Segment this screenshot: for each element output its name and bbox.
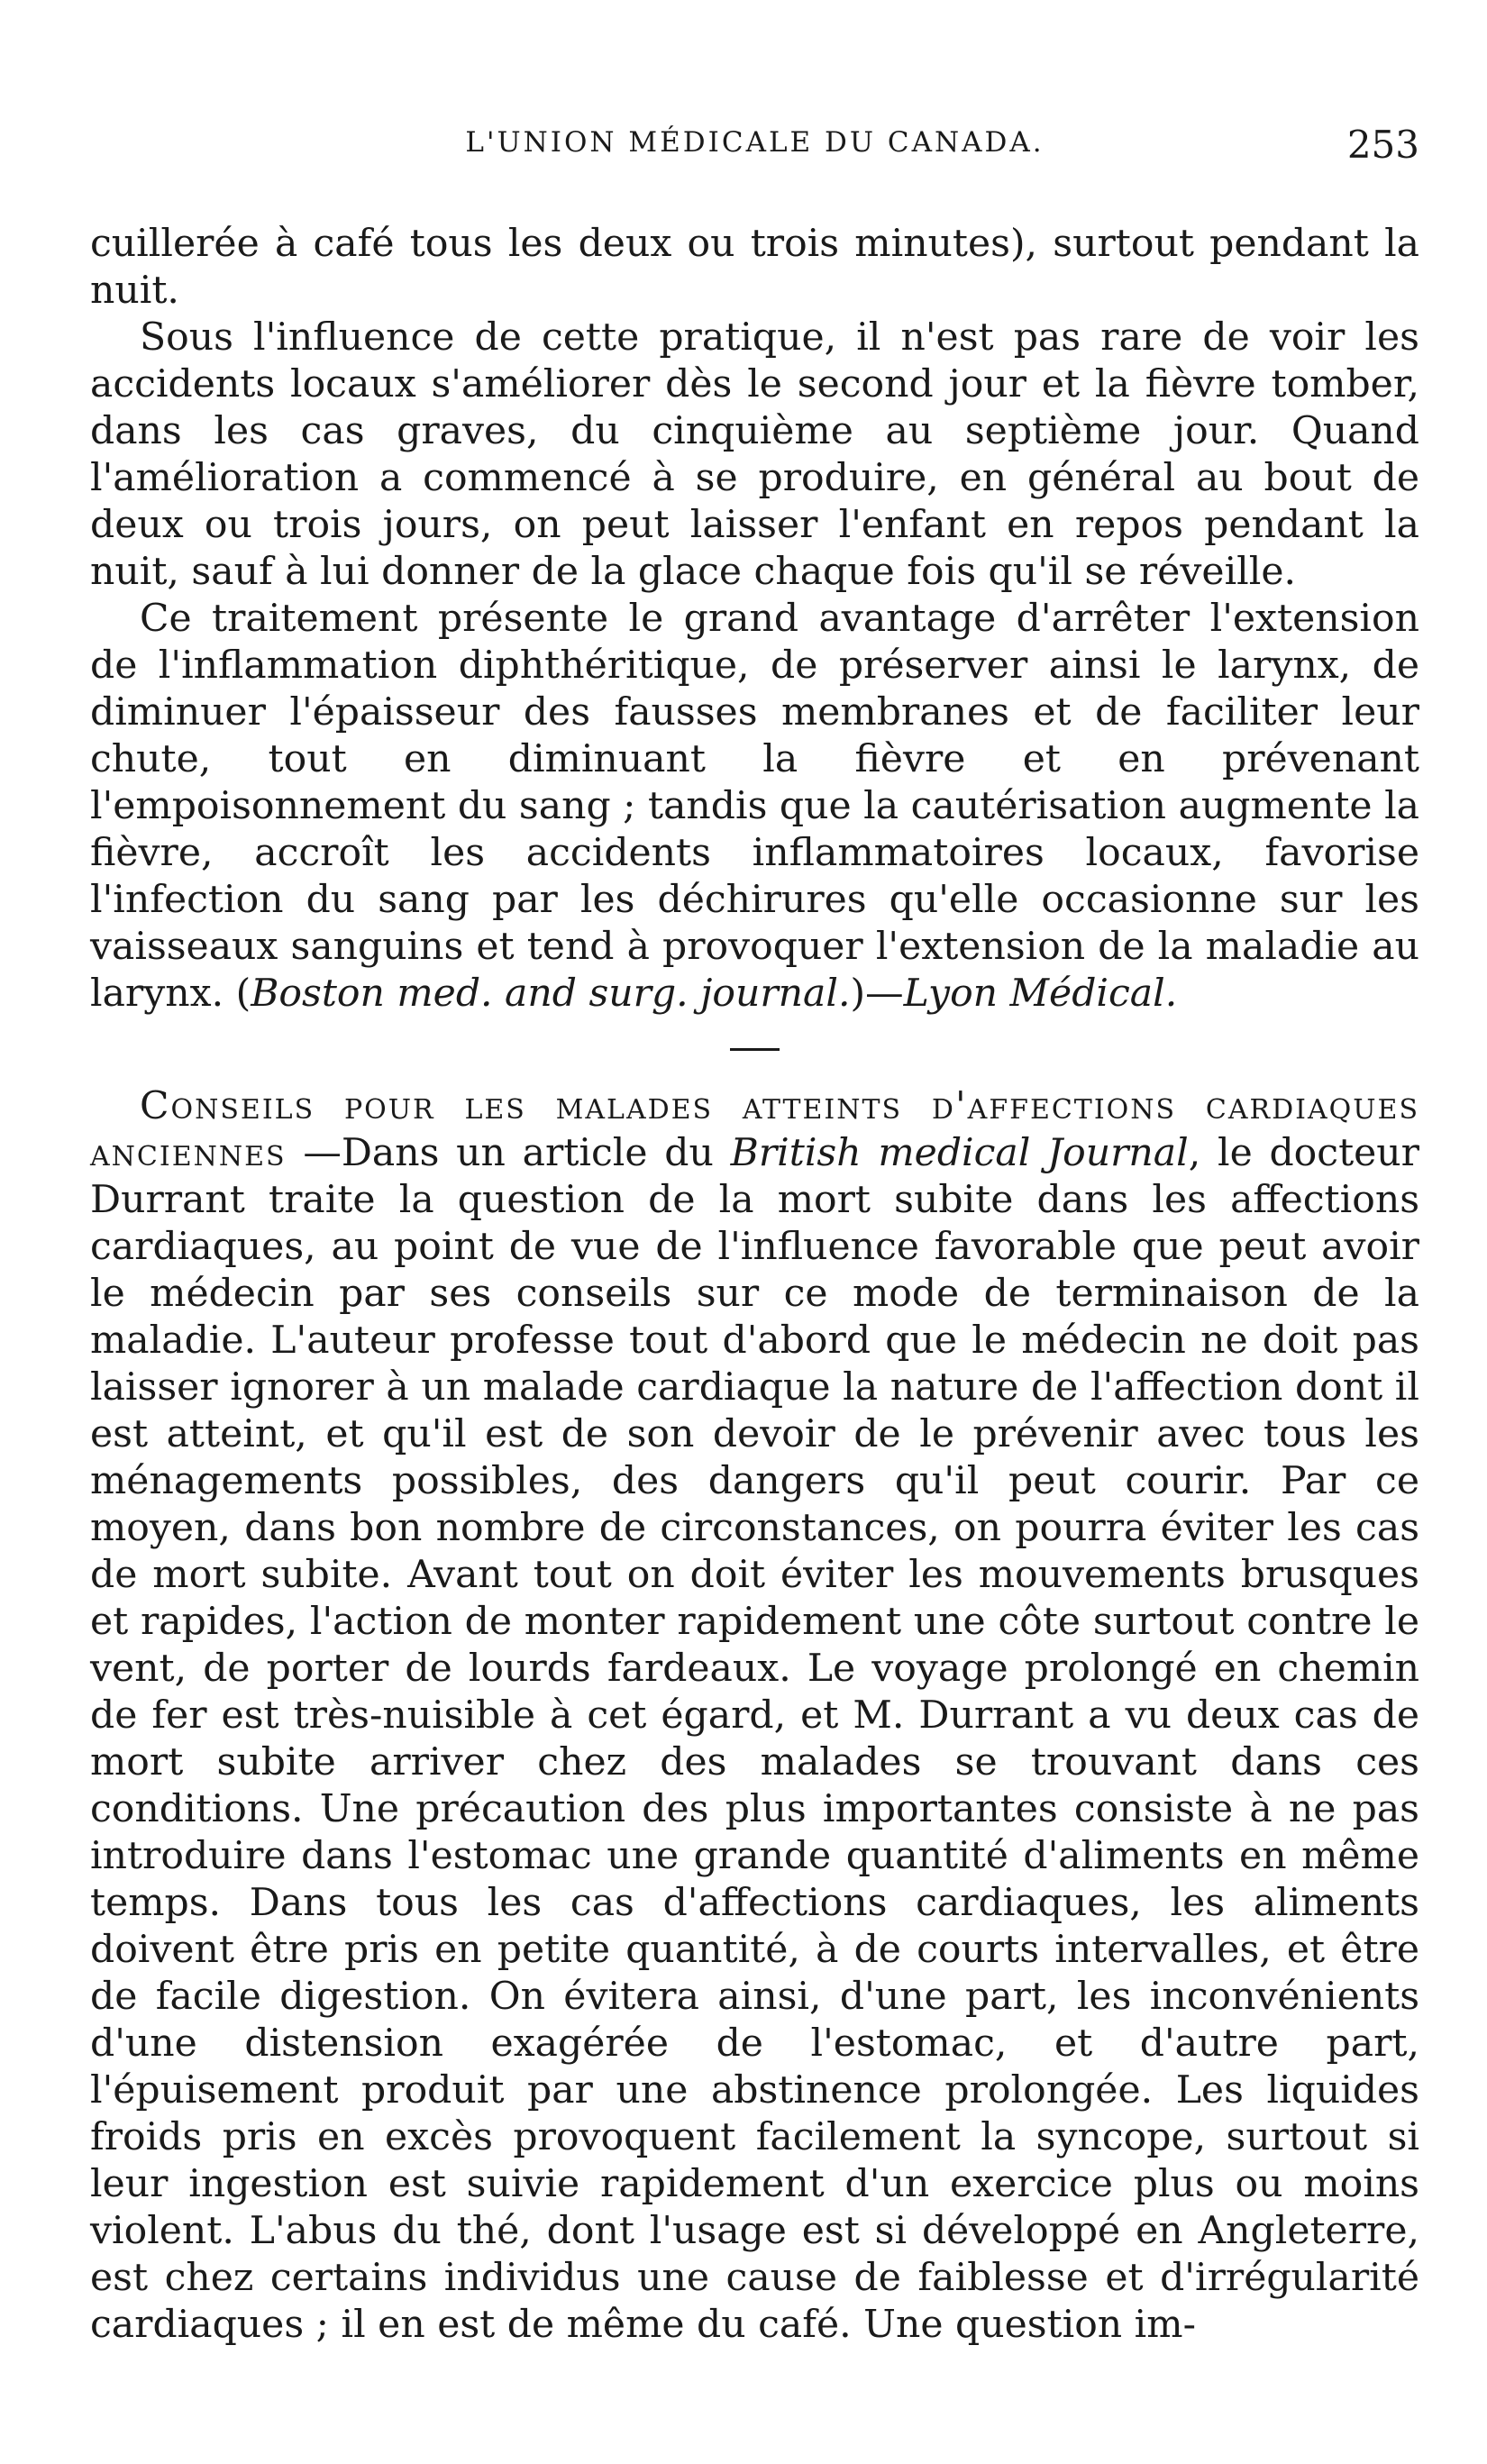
paragraph-continuation: cuillerée à café tous les deux ou trois minutes), surtout pendant la nuit. [90, 222, 1419, 313]
heading-dash: —Dans un article du [286, 1131, 731, 1175]
paragraph-text: Ce traitement présente le grand avantage d'arrêter l'extension de l'inflammation diphthéritique, de préserver ainsi le larynx, de diminuer l'épaisseur des fausses membranes et de faciliter leur chute, tout en diminuant la fièvre et en prévenant l'empoisonnement du sang ; tandis que la cautérisation augmente la fièvre, accroît les accidents inflammatoires locaux, favorise l'infection du sang par les déchirures qu'elle occasionne sur les vaisseaux sanguins et tend à provoquer l'extension de la maladie au larynx. ( [90, 597, 1419, 1016]
source-journal: Lyon Médical. [903, 972, 1178, 1016]
journal-title: L'UNION MÉDICALE DU CANADA. [465, 126, 1045, 159]
section-heading: Conseils pour les malades atteints d'affections cardiaques anciennes [90, 1084, 1419, 1175]
journal-reference: British medical Journal [730, 1131, 1189, 1175]
paragraph-cardiac-advice [90, 1083, 1419, 2349]
running-header [90, 123, 1419, 180]
citation-separator: )— [850, 972, 904, 1016]
section-divider [730, 1048, 780, 1051]
paragraph-treatment-advantages [90, 596, 1419, 1018]
paragraph-treatment-results: Sous l'influence de cette pratique, il n'est pas rare de voir les accidents locaux s'améliorer dès le second jour et la fièvre tomber, dans les cas graves, du cinquième au septième jour. Quand l'amélioration a commencé à se produire, en général au bout de deux ou trois jours, on peut laisser l'enfant en repos pendant la nuit, sauf à lui donner de la glace chaque fois qu'il se réveille. [90, 315, 1419, 594]
page-number: 253 [1346, 123, 1419, 167]
paragraph-text: , le docteur Durrant traite la question de la mort subite dans les affections cardiaques, au point de vue de l'influence favorable que peut avoir le médecin par ses conseils sur ce mode de terminaison de la maladie. L'auteur professe tout d'abord que le médecin ne doit pas laisser ignorer à un malade cardiaque la nature de l'affection dont il est atteint, et qu'il est de son devoir de le prévenir avec tous les ménagements possibles, des dangers qu'il peut courir. Par ce moyen, dans bon nombre de circonstances, on pourra éviter les cas de mort subite. Avant tout on doit éviter les mouvements brusques et rapides, l'action de monter rapidement une côte surtout contre le vent, de porter de lourds fardeaux. Le voyage prolongé en chemin de fer est très-nuisible à cet égard, et M. Durrant a vu deux cas de mort subite arriver chez des malades se trouvant dans ces conditions. Une précaution des plus importantes consiste à ne pas introduire dans l'estomac une grande quantité d'aliments en même temps. Dans tous les cas d'affections cardiaques, les aliments doivent être pris en petite quantité, à de courts intervalles, et être de facile digestion. On évitera ainsi, d'une part, les inconvénients d'une distension exagérée de l'estomac, et d'autre part, l'épuisement produit par une abstinence prolongée. Les liquides froids pris en excès provoquent facilement la syncope, surtout si leur ingestion est suivie rapidement d'un exercice plus ou moins violent. L'abus du thé, dont l'usage est si développé en Angleterre, est chez certains individus une cause de faiblesse et d'irrégularité cardiaques ; il en est de même du café. Une question im- [90, 1131, 1419, 2347]
source-citation: Boston med. and surg. journal. [251, 972, 851, 1016]
body-text [90, 221, 1419, 2349]
